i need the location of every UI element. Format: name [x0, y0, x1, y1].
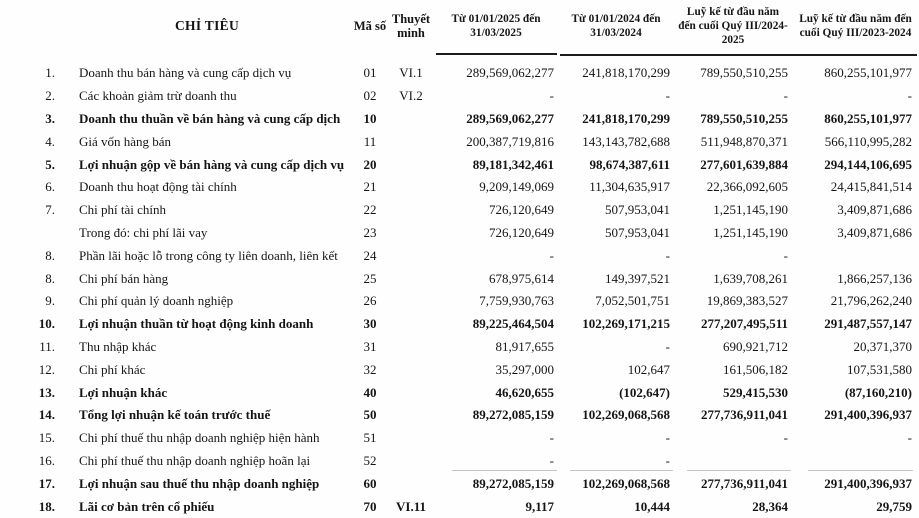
row-number: 4. — [45, 133, 55, 149]
value-period-4: 860,255,101,977 — [824, 110, 912, 126]
value-period-3: 277,207,495,511 — [700, 316, 788, 332]
value-period-1: - — [549, 452, 554, 468]
row-label: Chi phí khác — [79, 361, 146, 377]
value-period-2: - — [665, 430, 670, 446]
row-note: VI.11 — [396, 498, 426, 514]
row-label: Thu nhập khác — [79, 338, 157, 354]
value-period-4: - — [907, 88, 912, 104]
value-period-2: 11,304,635,917 — [589, 179, 670, 195]
value-period-2: 102,647 — [627, 361, 670, 377]
row-code: 25 — [363, 270, 377, 286]
row-note — [388, 176, 434, 199]
value-period-4: 20,371,370 — [853, 338, 912, 354]
table-row — [0, 495, 919, 518]
row-note — [388, 358, 434, 381]
row-label: Chi phí bán hàng — [79, 270, 169, 286]
value-period-2: 241,818,170,299 — [582, 65, 670, 81]
row-label: Giá vốn hàng bán — [79, 133, 172, 149]
value-period-1: 726,120,649 — [489, 202, 554, 218]
value-period-4: 294,144,106,695 — [824, 156, 912, 172]
value-period-1: - — [549, 88, 554, 104]
row-note — [388, 222, 434, 245]
value-period-4: 1,866,257,136 — [837, 270, 912, 286]
value-period-4: 21,796,262,240 — [830, 293, 912, 309]
row-code: 10 — [363, 110, 377, 126]
table-row — [0, 62, 919, 85]
row-label: Doanh thu bán hàng và cung cấp dịch vụ — [79, 65, 292, 81]
table-row — [0, 472, 919, 495]
value-period-4: (87,160,210) — [844, 384, 912, 400]
row-note — [388, 108, 434, 131]
value-period-1: 678,975,614 — [489, 270, 554, 286]
value-period-4 — [792, 450, 919, 473]
value-period-4: 291,400,396,937 — [824, 407, 912, 423]
row-number: 5. — [45, 156, 55, 172]
value-period-3: - — [783, 88, 788, 104]
value-period-1: 9,117 — [525, 498, 554, 514]
row-note — [388, 153, 434, 176]
value-period-3: 1,251,145,190 — [713, 224, 788, 240]
row-code: 21 — [363, 179, 377, 195]
value-period-3: 161,506,182 — [723, 361, 788, 377]
row-code: 24 — [363, 247, 377, 263]
value-period-4: 107,531,580 — [847, 361, 912, 377]
subtotal-rule-4 — [808, 470, 913, 471]
table-row — [0, 199, 919, 222]
value-period-1: 81,917,655 — [495, 338, 554, 354]
value-period-3: 28,364 — [752, 498, 788, 514]
row-label: Lợi nhuận gộp về bán hàng và cung cấp dịch vụ — [79, 156, 345, 172]
row-code: 22 — [363, 202, 377, 218]
value-period-2: 507,953,041 — [605, 224, 670, 240]
table-body — [0, 62, 919, 518]
header-period-3: Luỹ kế từ đầu năm đến cuối Quý III/2024-2025 — [678, 5, 788, 47]
row-code: 01 — [363, 65, 377, 81]
table-row — [0, 404, 919, 427]
value-period-3: 1,251,145,190 — [713, 202, 788, 218]
value-period-3: 277,601,639,884 — [700, 156, 788, 172]
header-period-1: Từ 01/01/2025 đến 31/03/2025 — [451, 12, 541, 39]
row-number: 7. — [45, 202, 55, 218]
row-number: 17. — [38, 475, 55, 491]
value-period-3: 19,869,383,527 — [706, 293, 788, 309]
header-criteria: CHỈ TIÊU — [174, 18, 240, 33]
row-code: 40 — [363, 384, 377, 400]
row-label: Các khoản giảm trừ doanh thu — [79, 88, 237, 104]
value-period-4: 291,400,396,937 — [824, 475, 912, 491]
value-period-2: 102,269,171,215 — [582, 316, 670, 332]
value-period-2: 241,818,170,299 — [582, 110, 670, 126]
row-code: 31 — [363, 338, 377, 354]
row-note — [388, 450, 434, 473]
table-row — [0, 450, 919, 473]
value-period-2: - — [665, 338, 670, 354]
row-number: 16. — [38, 452, 55, 468]
row-note — [388, 290, 434, 313]
value-period-3 — [674, 450, 792, 473]
table-row — [0, 381, 919, 404]
row-note — [388, 313, 434, 336]
row-label: Doanh thu thuần về bán hàng và cung cấp dịch — [79, 110, 341, 126]
value-period-2: (102,647) — [619, 384, 670, 400]
value-period-1: 289,569,062,277 — [466, 110, 554, 126]
row-note — [388, 404, 434, 427]
row-label: Tổng lợi nhuận kế toán trước thuế — [79, 407, 271, 423]
header-period-2: Từ 01/01/2024 đến 31/03/2024 — [571, 12, 661, 39]
row-code: 26 — [363, 293, 377, 309]
value-period-1: - — [549, 247, 554, 263]
value-period-4 — [792, 244, 919, 267]
row-label: Lợi nhuận sau thuế thu nhập doanh nghiệp — [79, 475, 320, 491]
value-period-1: 89,225,464,504 — [472, 316, 554, 332]
row-label: Chi phí thuế thu nhập doanh nghiệp hiện hành — [79, 430, 320, 446]
table-row — [0, 358, 919, 381]
row-number: 9. — [45, 293, 55, 309]
value-period-2: 143,143,782,688 — [582, 133, 670, 149]
row-number: 12. — [38, 361, 55, 377]
table-row — [0, 85, 919, 108]
subtotal-rule-1 — [452, 470, 557, 471]
table-row — [0, 427, 919, 450]
value-period-3: 277,736,911,041 — [700, 475, 788, 491]
row-label: Chi phí quản lý doanh nghiệp — [79, 293, 234, 309]
subtotal-rule-2 — [570, 470, 673, 471]
row-code: 70 — [363, 498, 377, 514]
value-period-4: 291,487,557,147 — [824, 316, 912, 332]
value-period-1: 7,759,930,763 — [479, 293, 554, 309]
table-row — [0, 267, 919, 290]
value-period-2: 507,953,041 — [605, 202, 670, 218]
row-code: 20 — [363, 156, 377, 172]
row-note — [388, 244, 434, 267]
row-number: 13. — [38, 384, 55, 400]
row-code: 23 — [363, 224, 377, 240]
header-code: Mã số — [353, 18, 387, 33]
value-period-2: - — [665, 247, 670, 263]
row-code: 11 — [363, 133, 377, 149]
table-row — [0, 336, 919, 359]
table-row — [0, 313, 919, 336]
value-period-2: 98,674,387,611 — [589, 156, 670, 172]
value-period-3: 511,948,870,371 — [700, 133, 788, 149]
value-period-2: - — [665, 452, 670, 468]
value-period-4: - — [907, 430, 912, 446]
row-number — [0, 222, 62, 245]
row-number: 18. — [38, 498, 55, 514]
table-row — [0, 244, 919, 267]
row-code: 51 — [363, 430, 377, 446]
value-period-3: 1,639,708,261 — [713, 270, 788, 286]
value-period-2: 7,052,501,751 — [595, 293, 670, 309]
value-period-1: 35,297,000 — [495, 361, 554, 377]
header-notes: Thuyết minh — [391, 11, 431, 40]
value-period-4: 24,415,841,514 — [830, 179, 912, 195]
value-period-3: 529,415,530 — [723, 384, 788, 400]
value-period-3: 277,736,911,041 — [700, 407, 788, 423]
row-note: VI.1 — [399, 65, 423, 81]
row-number: 8. — [45, 247, 55, 263]
row-note — [388, 199, 434, 222]
row-label: Lãi cơ bản trên cổ phiếu — [79, 498, 215, 514]
row-label: Lợi nhuận thuần từ hoạt động kinh doanh — [79, 316, 314, 332]
row-note — [388, 267, 434, 290]
table-row — [0, 222, 919, 245]
row-label: Phần lãi hoặc lỗ trong công ty liên doanh, liên kết — [79, 247, 338, 263]
header-spacer — [0, 0, 62, 62]
value-period-2: 102,269,068,568 — [582, 407, 670, 423]
table-row — [0, 153, 919, 176]
table-row — [0, 130, 919, 153]
row-number: 15. — [38, 430, 55, 446]
row-number: 1. — [45, 65, 55, 81]
value-period-3: - — [783, 247, 788, 263]
value-period-2: 102,269,068,568 — [582, 475, 670, 491]
row-label: Trong đó: chi phí lãi vay — [79, 224, 208, 240]
row-note — [388, 130, 434, 153]
header-underline-right — [560, 54, 917, 56]
row-note — [388, 381, 434, 404]
row-label: Lợi nhuận khác — [79, 384, 168, 400]
row-number: 3. — [45, 110, 55, 126]
value-period-3: 690,921,712 — [723, 338, 788, 354]
row-number: 2. — [45, 88, 55, 104]
value-period-3: - — [783, 430, 788, 446]
row-code: 60 — [363, 475, 377, 491]
value-period-1: 289,569,062,277 — [466, 65, 554, 81]
value-period-2: 10,444 — [634, 498, 670, 514]
row-number: 6. — [45, 179, 55, 195]
row-note: VI.2 — [399, 88, 423, 104]
value-period-1: 89,181,342,461 — [472, 156, 554, 172]
value-period-4: 29,759 — [876, 498, 912, 514]
value-period-2: 149,397,521 — [605, 270, 670, 286]
header-period-4: Luỹ kế từ đầu năm đến cuối Quý III/2023-2024 — [799, 12, 912, 39]
row-note — [388, 427, 434, 450]
value-period-4: 860,255,101,977 — [824, 65, 912, 81]
value-period-1: 9,209,149,069 — [479, 179, 554, 195]
row-label: Chi phí tài chính — [79, 202, 167, 218]
value-period-4: 566,110,995,282 — [824, 133, 912, 149]
value-period-4: 3,409,871,686 — [837, 224, 912, 240]
table-row — [0, 290, 919, 313]
row-label: Chi phí thuế thu nhập doanh nghiệp hoãn lại — [79, 452, 311, 468]
row-code: 02 — [363, 88, 377, 104]
header-underline-left — [436, 53, 557, 55]
value-period-1: 89,272,085,159 — [472, 475, 554, 491]
row-number: 11. — [39, 338, 55, 354]
row-label: Doanh thu hoạt động tài chính — [79, 179, 237, 195]
value-period-2: - — [665, 88, 670, 104]
row-code: 52 — [363, 452, 377, 468]
value-period-4: 3,409,871,686 — [837, 202, 912, 218]
row-code: 30 — [363, 316, 377, 332]
value-period-3: 789,550,510,255 — [700, 65, 788, 81]
table-row — [0, 108, 919, 131]
value-period-3: 789,550,510,255 — [700, 110, 788, 126]
row-note — [388, 336, 434, 359]
subtotal-rule-3 — [687, 470, 791, 471]
row-number: 14. — [38, 407, 55, 423]
row-code: 50 — [363, 407, 377, 423]
value-period-1: - — [549, 430, 554, 446]
row-code: 32 — [363, 361, 377, 377]
value-period-1: 89,272,085,159 — [472, 407, 554, 423]
row-note — [388, 472, 434, 495]
row-number: 8. — [45, 270, 55, 286]
value-period-1: 46,620,655 — [495, 384, 554, 400]
value-period-3: 22,366,092,605 — [706, 179, 788, 195]
row-number: 10. — [38, 316, 55, 332]
table-row — [0, 176, 919, 199]
value-period-1: 726,120,649 — [489, 224, 554, 240]
value-period-1: 200,387,719,816 — [466, 133, 554, 149]
